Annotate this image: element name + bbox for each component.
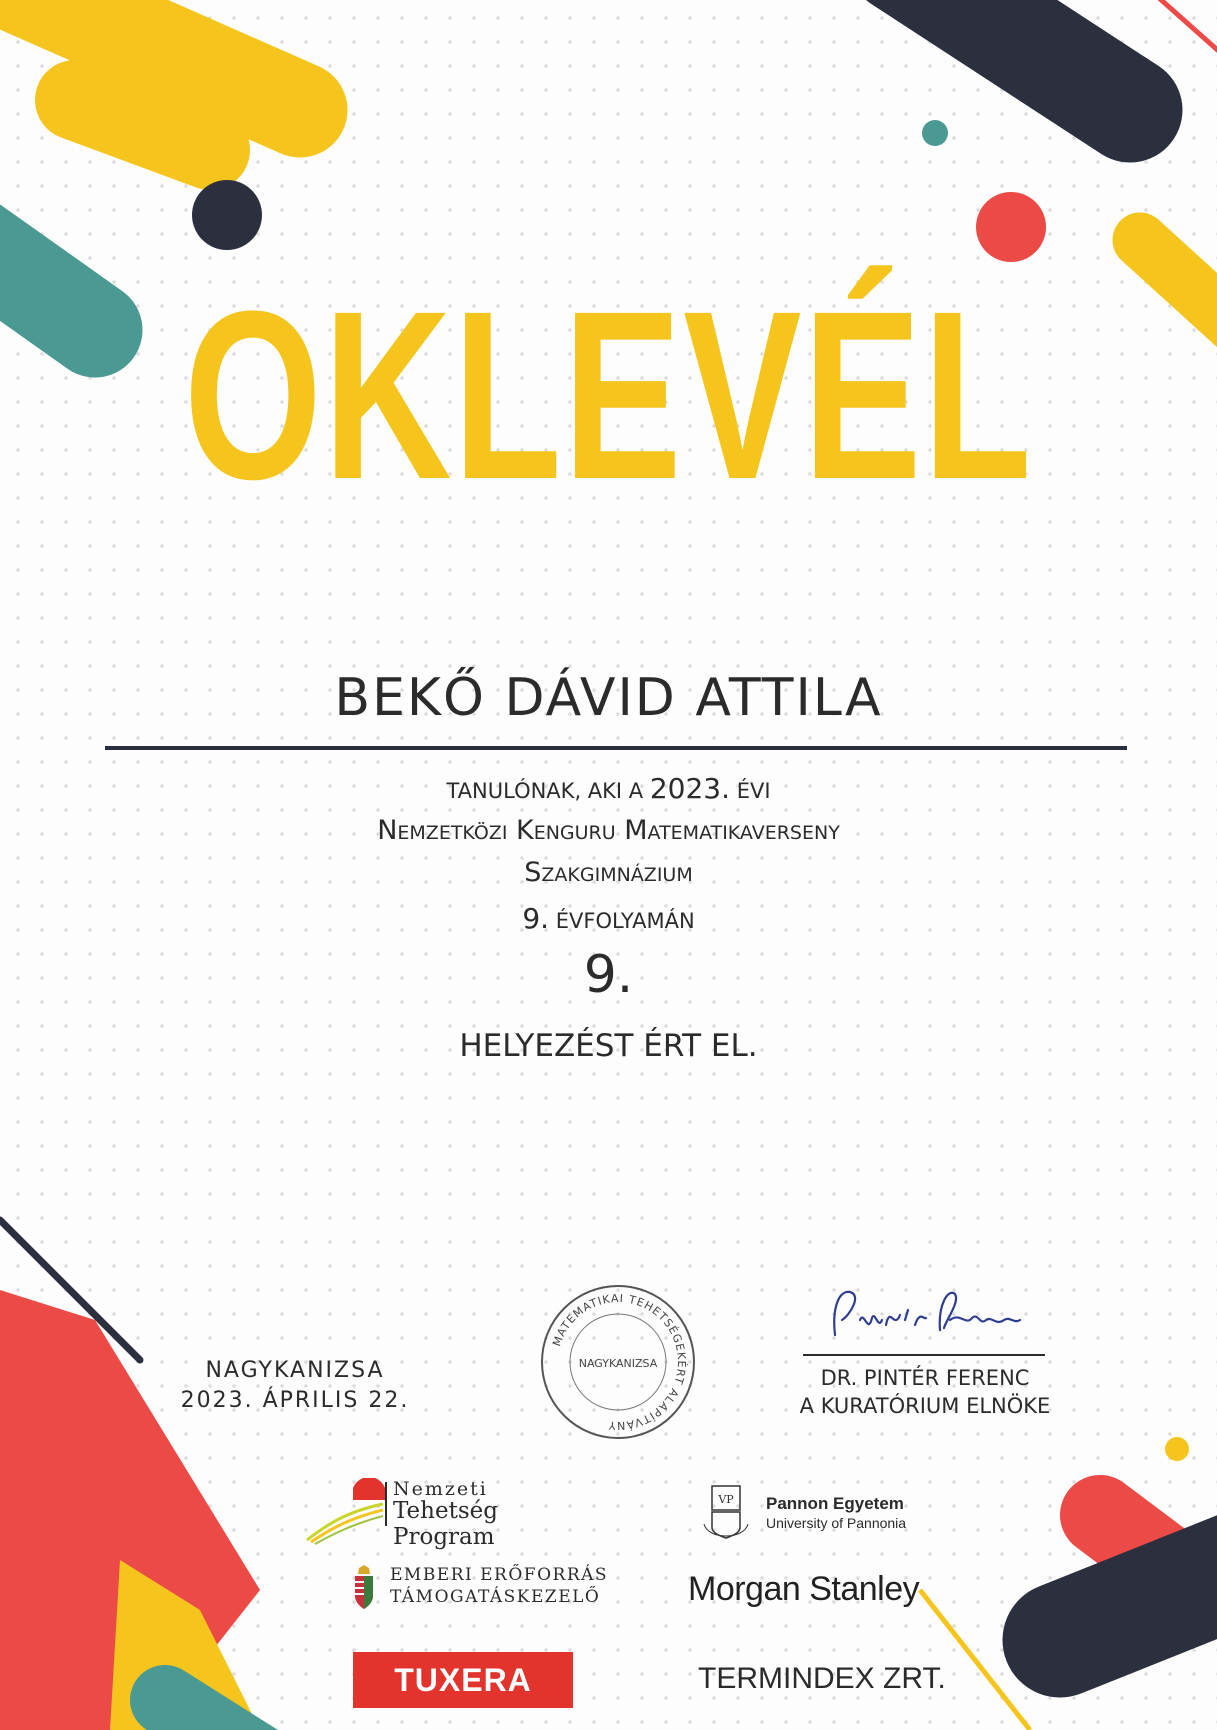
signatory-block <box>780 1364 1070 1420</box>
place-date-block <box>145 1356 445 1416</box>
ntp-emblem-icon <box>305 1478 385 1548</box>
body-line-1-year: 2023. <box>649 772 731 805</box>
stamp-ring-text: MATEMATIKAI TEHETSÉGEKÉRT ALAPÍTVÁNY <box>550 1291 689 1433</box>
svg-text:VP: VP <box>718 1493 734 1506</box>
grade-number: 9. <box>522 902 550 935</box>
deco-red-dot-top <box>976 192 1046 262</box>
achievement-text: HELYEZÉST ÉRT EL. <box>459 1028 758 1064</box>
recipient-underline <box>105 746 1127 750</box>
pannon-crest-icon <box>700 1484 752 1542</box>
deco-teal-stroke-left <box>0 220 95 330</box>
rank-number: 9. <box>583 945 634 1005</box>
diploma-title: OKLEVÉL <box>183 261 1033 529</box>
signatory-name: DR. PINTÉR FERENC <box>820 1366 1030 1390</box>
grade-line <box>0 902 1217 935</box>
emberi-line2: TÁMOGATÁSKEZELŐ <box>390 1587 601 1607</box>
deco-yellow-dot-bottom <box>1165 1437 1189 1461</box>
recipient-name: BEKŐ DÁVID ATTILA <box>334 668 883 728</box>
deco-navy-dot-left <box>192 180 262 250</box>
grade-label: ÉVFOLYAMÁN <box>549 909 695 933</box>
deco-yellow-stroke-2 <box>75 100 210 150</box>
emberi-logo <box>352 1562 612 1618</box>
body-line-1-pre: TANULÓNAK, AKI A <box>446 779 650 803</box>
pannon-title: Pannon Egyetem <box>766 1494 904 1513</box>
emberi-line1: EMBERI ERŐFORRÁS <box>390 1565 609 1585</box>
morgan-stanley-logo: Morgan Stanley <box>688 1570 920 1608</box>
pannon-logo <box>700 1484 960 1544</box>
pannon-subtitle: University of Pannonia <box>766 1515 907 1531</box>
place-city: NAGYKANIZSA <box>205 1358 385 1383</box>
deco-navy-stroke-bottom <box>1060 1560 1217 1640</box>
tuxera-logo: TUXERA <box>353 1652 573 1708</box>
place-date: 2023. ÁPRILIS 22. <box>180 1388 410 1413</box>
deco-red-line-top <box>1150 0 1217 70</box>
ntp-line1: Nemzeti <box>393 1478 488 1500</box>
ntp-logo <box>305 1478 605 1548</box>
termindex-logo: TERMINDEX ZRT. <box>698 1662 946 1695</box>
hungarian-coat-of-arms-icon <box>352 1564 376 1612</box>
signature-line <box>803 1354 1045 1356</box>
competition-name: Nemzetközi Kenguru Matematikaverseny <box>377 815 840 846</box>
foundation-stamp <box>538 1282 698 1442</box>
stamp-center-text: NAGYKANIZSA <box>578 1357 658 1370</box>
deco-teal-dot-top <box>922 120 948 146</box>
ntp-divider <box>385 1482 387 1526</box>
deco-yellow-stroke-right <box>1140 240 1217 340</box>
body-line-1 <box>0 772 1217 805</box>
body-line-1-post: ÉVI <box>730 779 771 803</box>
ntp-line2: Tehetség Program <box>393 1498 498 1550</box>
signatory-role: A KURATÓRIUM ELNÖKE <box>799 1394 1051 1418</box>
deco-navy-stroke-top <box>900 0 1130 110</box>
signature-image <box>820 1280 1040 1355</box>
school-type: Szakgimnázium <box>524 857 693 888</box>
